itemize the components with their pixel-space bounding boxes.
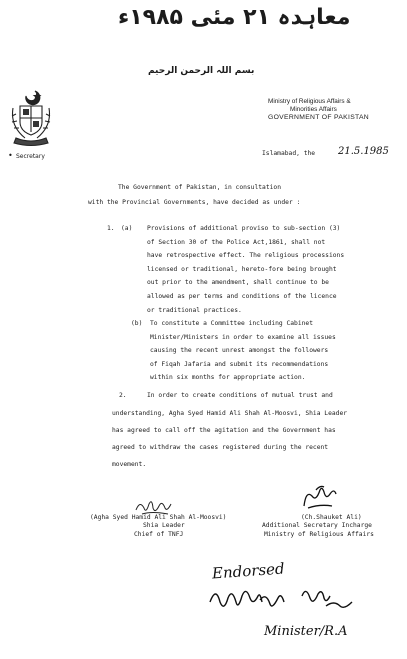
ministry-line2: Minorities Affairs — [290, 106, 337, 113]
ministry-line1: Ministry of Religious Affairs & — [268, 98, 351, 105]
point1a-line: or traditional practices. — [147, 306, 242, 314]
point2-line: understanding, Agha Syed Hamid Ali Shah Al-Moosvi, Shia Leader — [112, 410, 348, 417]
point2-first-line: In order to create conditions of mutual trust and — [147, 392, 333, 399]
point1b-line: Minister/Ministers in order to examine all issues — [150, 333, 336, 341]
place-label: Islamabad, the — [262, 150, 316, 157]
secretary-label: Secretary — [16, 153, 45, 160]
point1a-line: out prior to the amendment, shall continue to be — [147, 279, 329, 287]
ministry-line3: GOVERNMENT OF PAKISTAN — [268, 114, 370, 121]
point2-text — [112, 405, 347, 473]
point1a-line: allowed as per terms and conditions of the licence — [147, 292, 337, 300]
point2-line: movement. — [112, 461, 147, 468]
point2-number: 2. — [119, 392, 127, 399]
endorsement-line1: Endorsed — [211, 559, 286, 583]
intro-line2: with the Provincial Governments, have decided as under : — [88, 199, 301, 206]
date-handwritten: 21.5.1985 — [338, 146, 389, 157]
point1b-line: causing the recent unrest amongst the followers — [150, 347, 329, 355]
bullet-mark: • — [8, 151, 13, 160]
signature-right — [296, 484, 342, 510]
point1b-line: within six months for appropriate action. — [150, 374, 306, 382]
bismillah: بسم اللہ الرحمن الرحیم — [148, 66, 255, 76]
endorsement-signature — [206, 582, 366, 616]
point1a-line: Provisions of additional proviso to sub-section (3) — [147, 225, 341, 232]
point2-line: agreed to withdraw the cases registered during the recent — [112, 444, 329, 451]
urdu-heading: معاہدہ ۲۱ مئی ۱۹۸۵ء — [118, 5, 351, 30]
point1a-letter: (a) — [121, 225, 133, 232]
signatory-left-title2: Chief of TNFJ — [134, 531, 184, 538]
signatory-left-name: (Agha Syed Hamid Ali Shah Al-Moosvi) — [90, 514, 227, 521]
point1a-line: have retrospective effect. The religious processions — [147, 252, 345, 260]
point1b-line: To constitute a Committee including Cabinet — [150, 320, 314, 327]
point1a-text — [147, 222, 344, 317]
point2-line: has agreed to call off the agitation and the Government has — [112, 427, 336, 434]
endorsement-line2: Minister/R.A — [264, 624, 348, 639]
signatory-right-title2: Ministry of Religious Affairs — [264, 531, 374, 538]
signatory-right-name: (Ch.Shauket Ali) — [301, 514, 362, 521]
point1b-text — [150, 317, 336, 385]
point1a-line: of Section 30 of the Police Act,1861, shall not — [147, 238, 326, 246]
state-emblem-icon — [8, 88, 54, 148]
point1b-letter: (b) — [131, 320, 143, 327]
point1-number: 1. — [107, 225, 115, 232]
signatory-left-title1: Shia Leader — [143, 522, 185, 529]
point1b-line: of Fiqah Jafaria and submit its recommendations — [150, 360, 329, 368]
point1a-line: licensed or traditional, hereto-fore being brought — [147, 265, 337, 273]
intro-line1: The Government of Pakistan, in consultation — [118, 184, 282, 191]
signatory-right-title1: Additional Secretary Incharge — [262, 522, 372, 529]
